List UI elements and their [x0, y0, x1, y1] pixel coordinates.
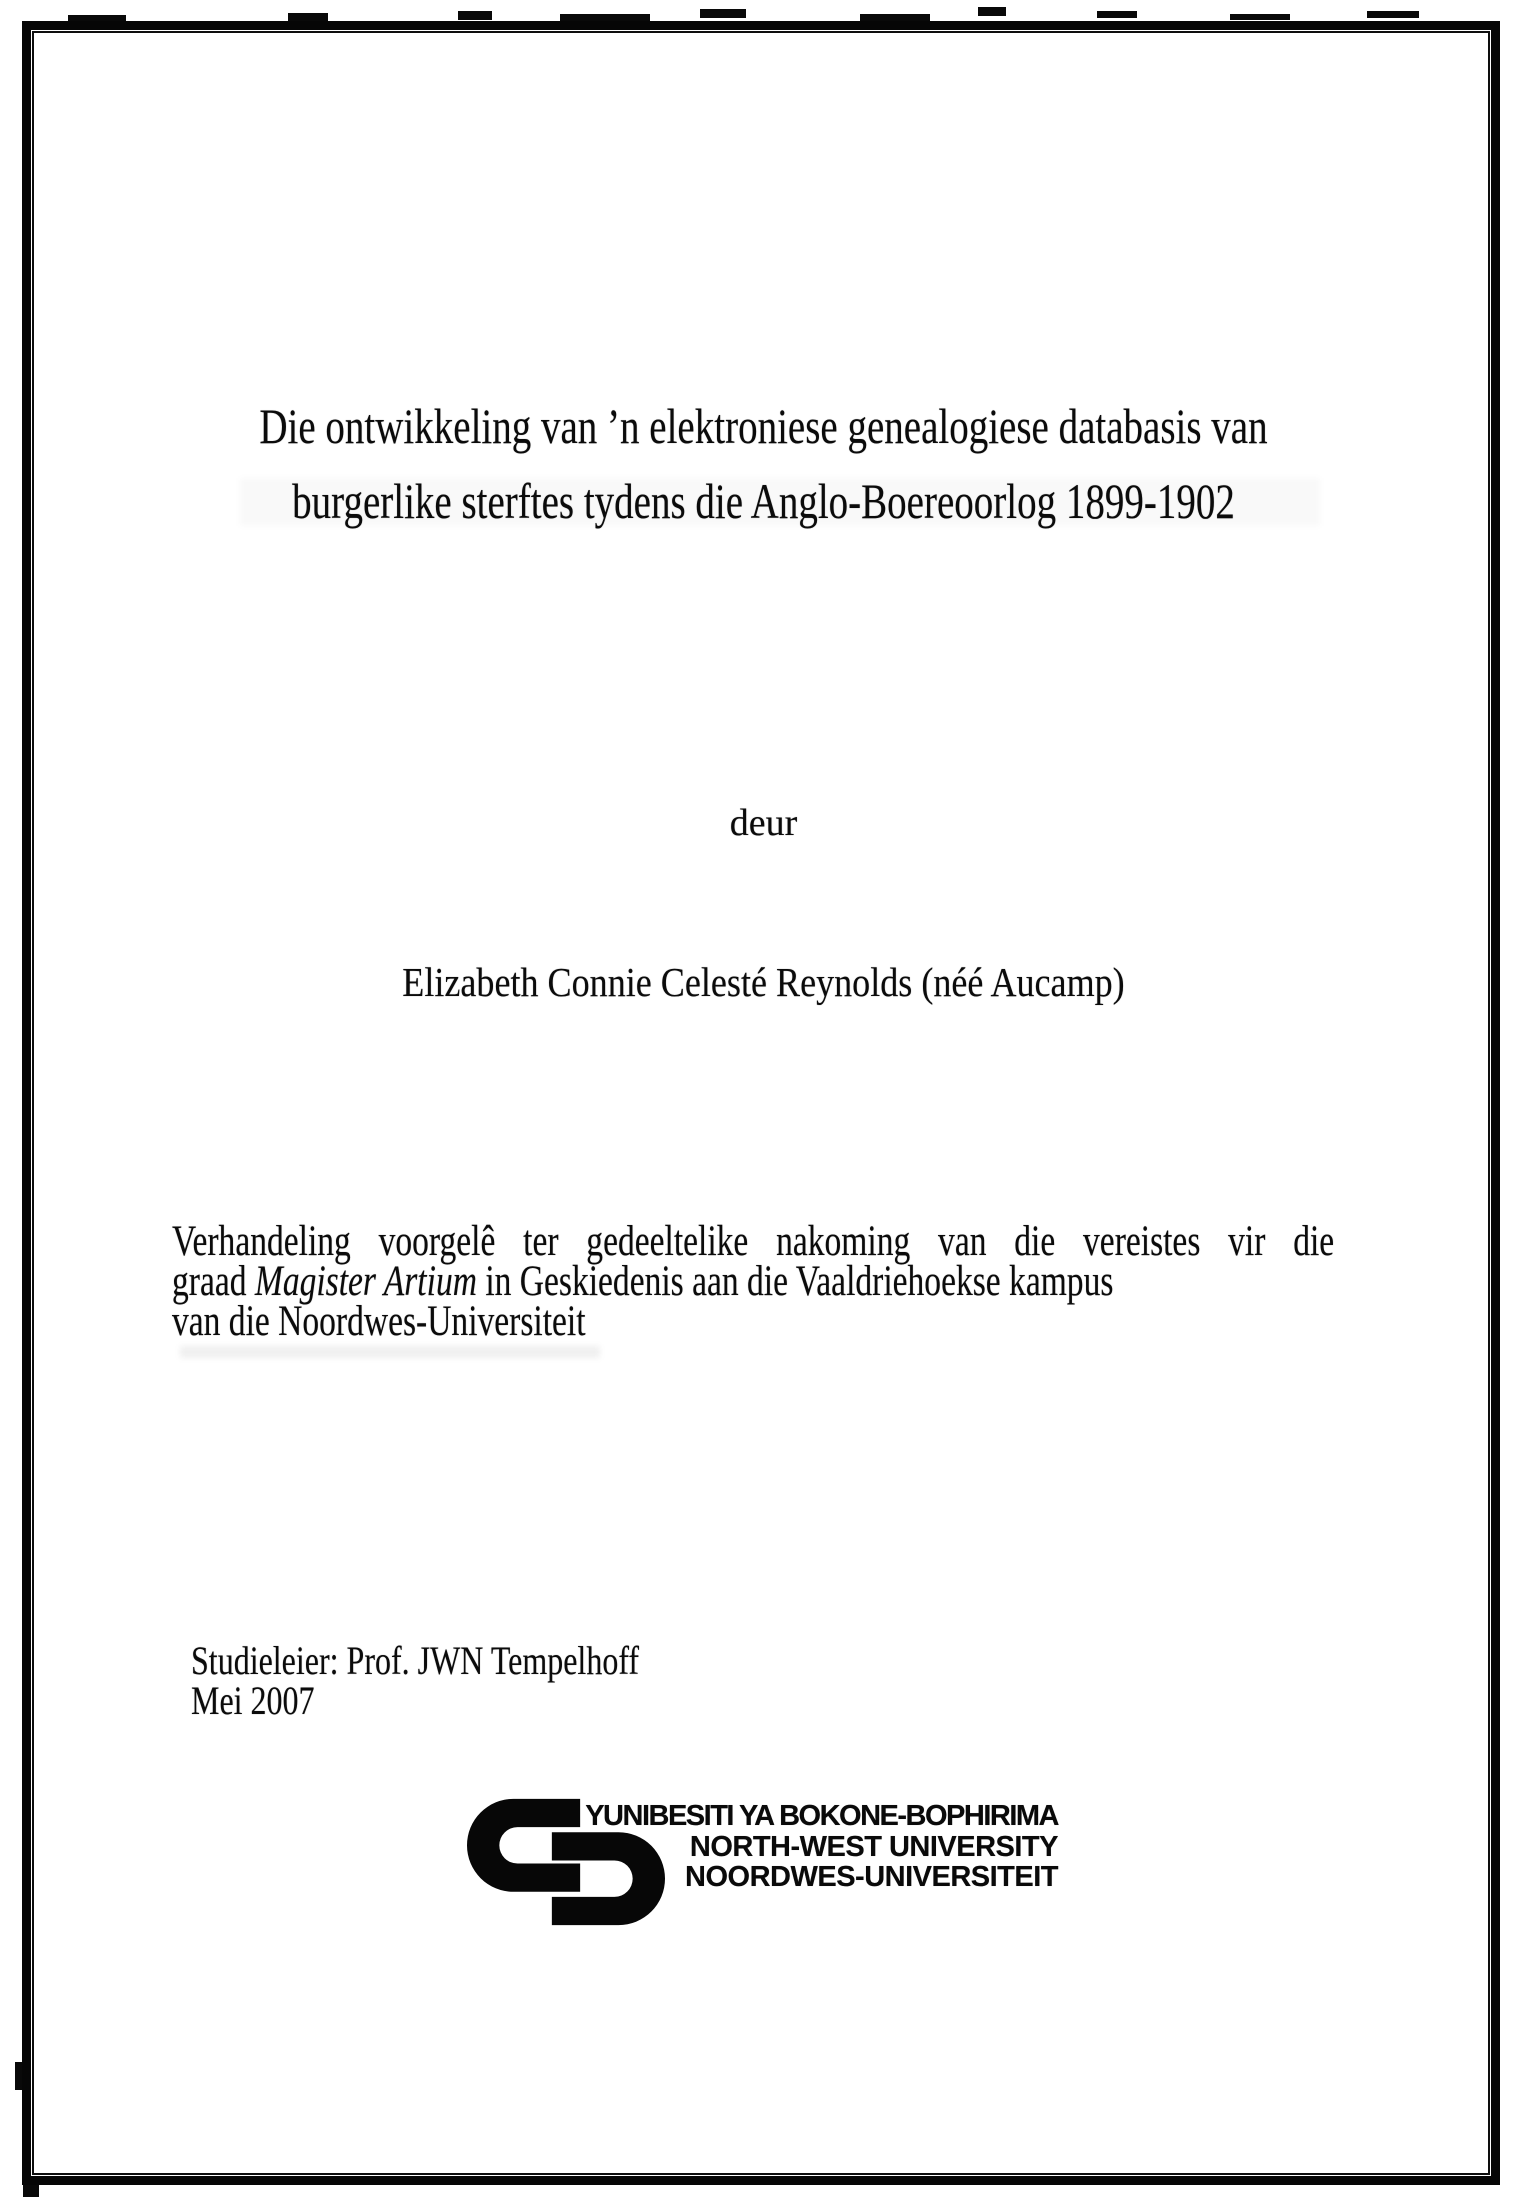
- thesis-title-line1: Die ontwikkeling van ’n elektroniese genealogiese databasis van: [259, 398, 1268, 454]
- supervisor-block: [191, 1638, 640, 1723]
- scan-artifact: [700, 9, 746, 18]
- thesis-statement-line2-post: in Geskiedenis aan die Vaaldriehoekse kampus: [476, 1258, 1114, 1305]
- thesis-statement-line2-pre: graad: [172, 1258, 255, 1305]
- thesis-title: [168, 389, 1359, 539]
- thesis-statement-line1: Verhandeling voorgelê ter gedeeltelike nakoming van die vereistes vir die: [172, 1218, 1335, 1265]
- scan-artifact: [860, 14, 930, 21]
- thesis-degree-name: Magister Artium: [254, 1258, 477, 1305]
- logo-line-english: NORTH-WEST UNIVERSITY: [689, 1830, 1058, 1863]
- thesis-statement-line2: [172, 1258, 1334, 1305]
- supervisor-line: Studieleier: Prof. JWN Tempelhoff: [191, 1638, 640, 1683]
- scan-artifact: [978, 7, 1006, 16]
- thesis-statement-line3: van die Noordwes-Universiteit: [172, 1298, 586, 1345]
- university-logo-text: [584, 1801, 1058, 1893]
- logo-line-afrikaans: NOORDWES-UNIVERSITEIT: [685, 1861, 1058, 1893]
- thesis-title-line2: burgerlike sterftes tydens die Anglo-Boereoorlog 1899-1902: [292, 473, 1235, 529]
- scan-artifact: [1230, 14, 1290, 20]
- byline: deur: [729, 802, 798, 844]
- scan-artifact: [560, 14, 650, 21]
- scan-artifact: [288, 13, 328, 21]
- scan-artifact: [458, 11, 492, 20]
- scan-artifact: [23, 2183, 39, 2197]
- logo-line-setswana: YUNIBESITI YA BOKONE-BOPHIRIMA: [585, 1800, 1058, 1832]
- thesis-statement: [172, 1218, 1335, 1345]
- scan-artifact: [1367, 11, 1419, 18]
- author-name: Elizabeth Connie Celesté Reynolds (néé Aucamp): [402, 959, 1125, 1005]
- date-line: Mei 2007: [191, 1678, 315, 1723]
- scan-artifact: [1097, 11, 1137, 18]
